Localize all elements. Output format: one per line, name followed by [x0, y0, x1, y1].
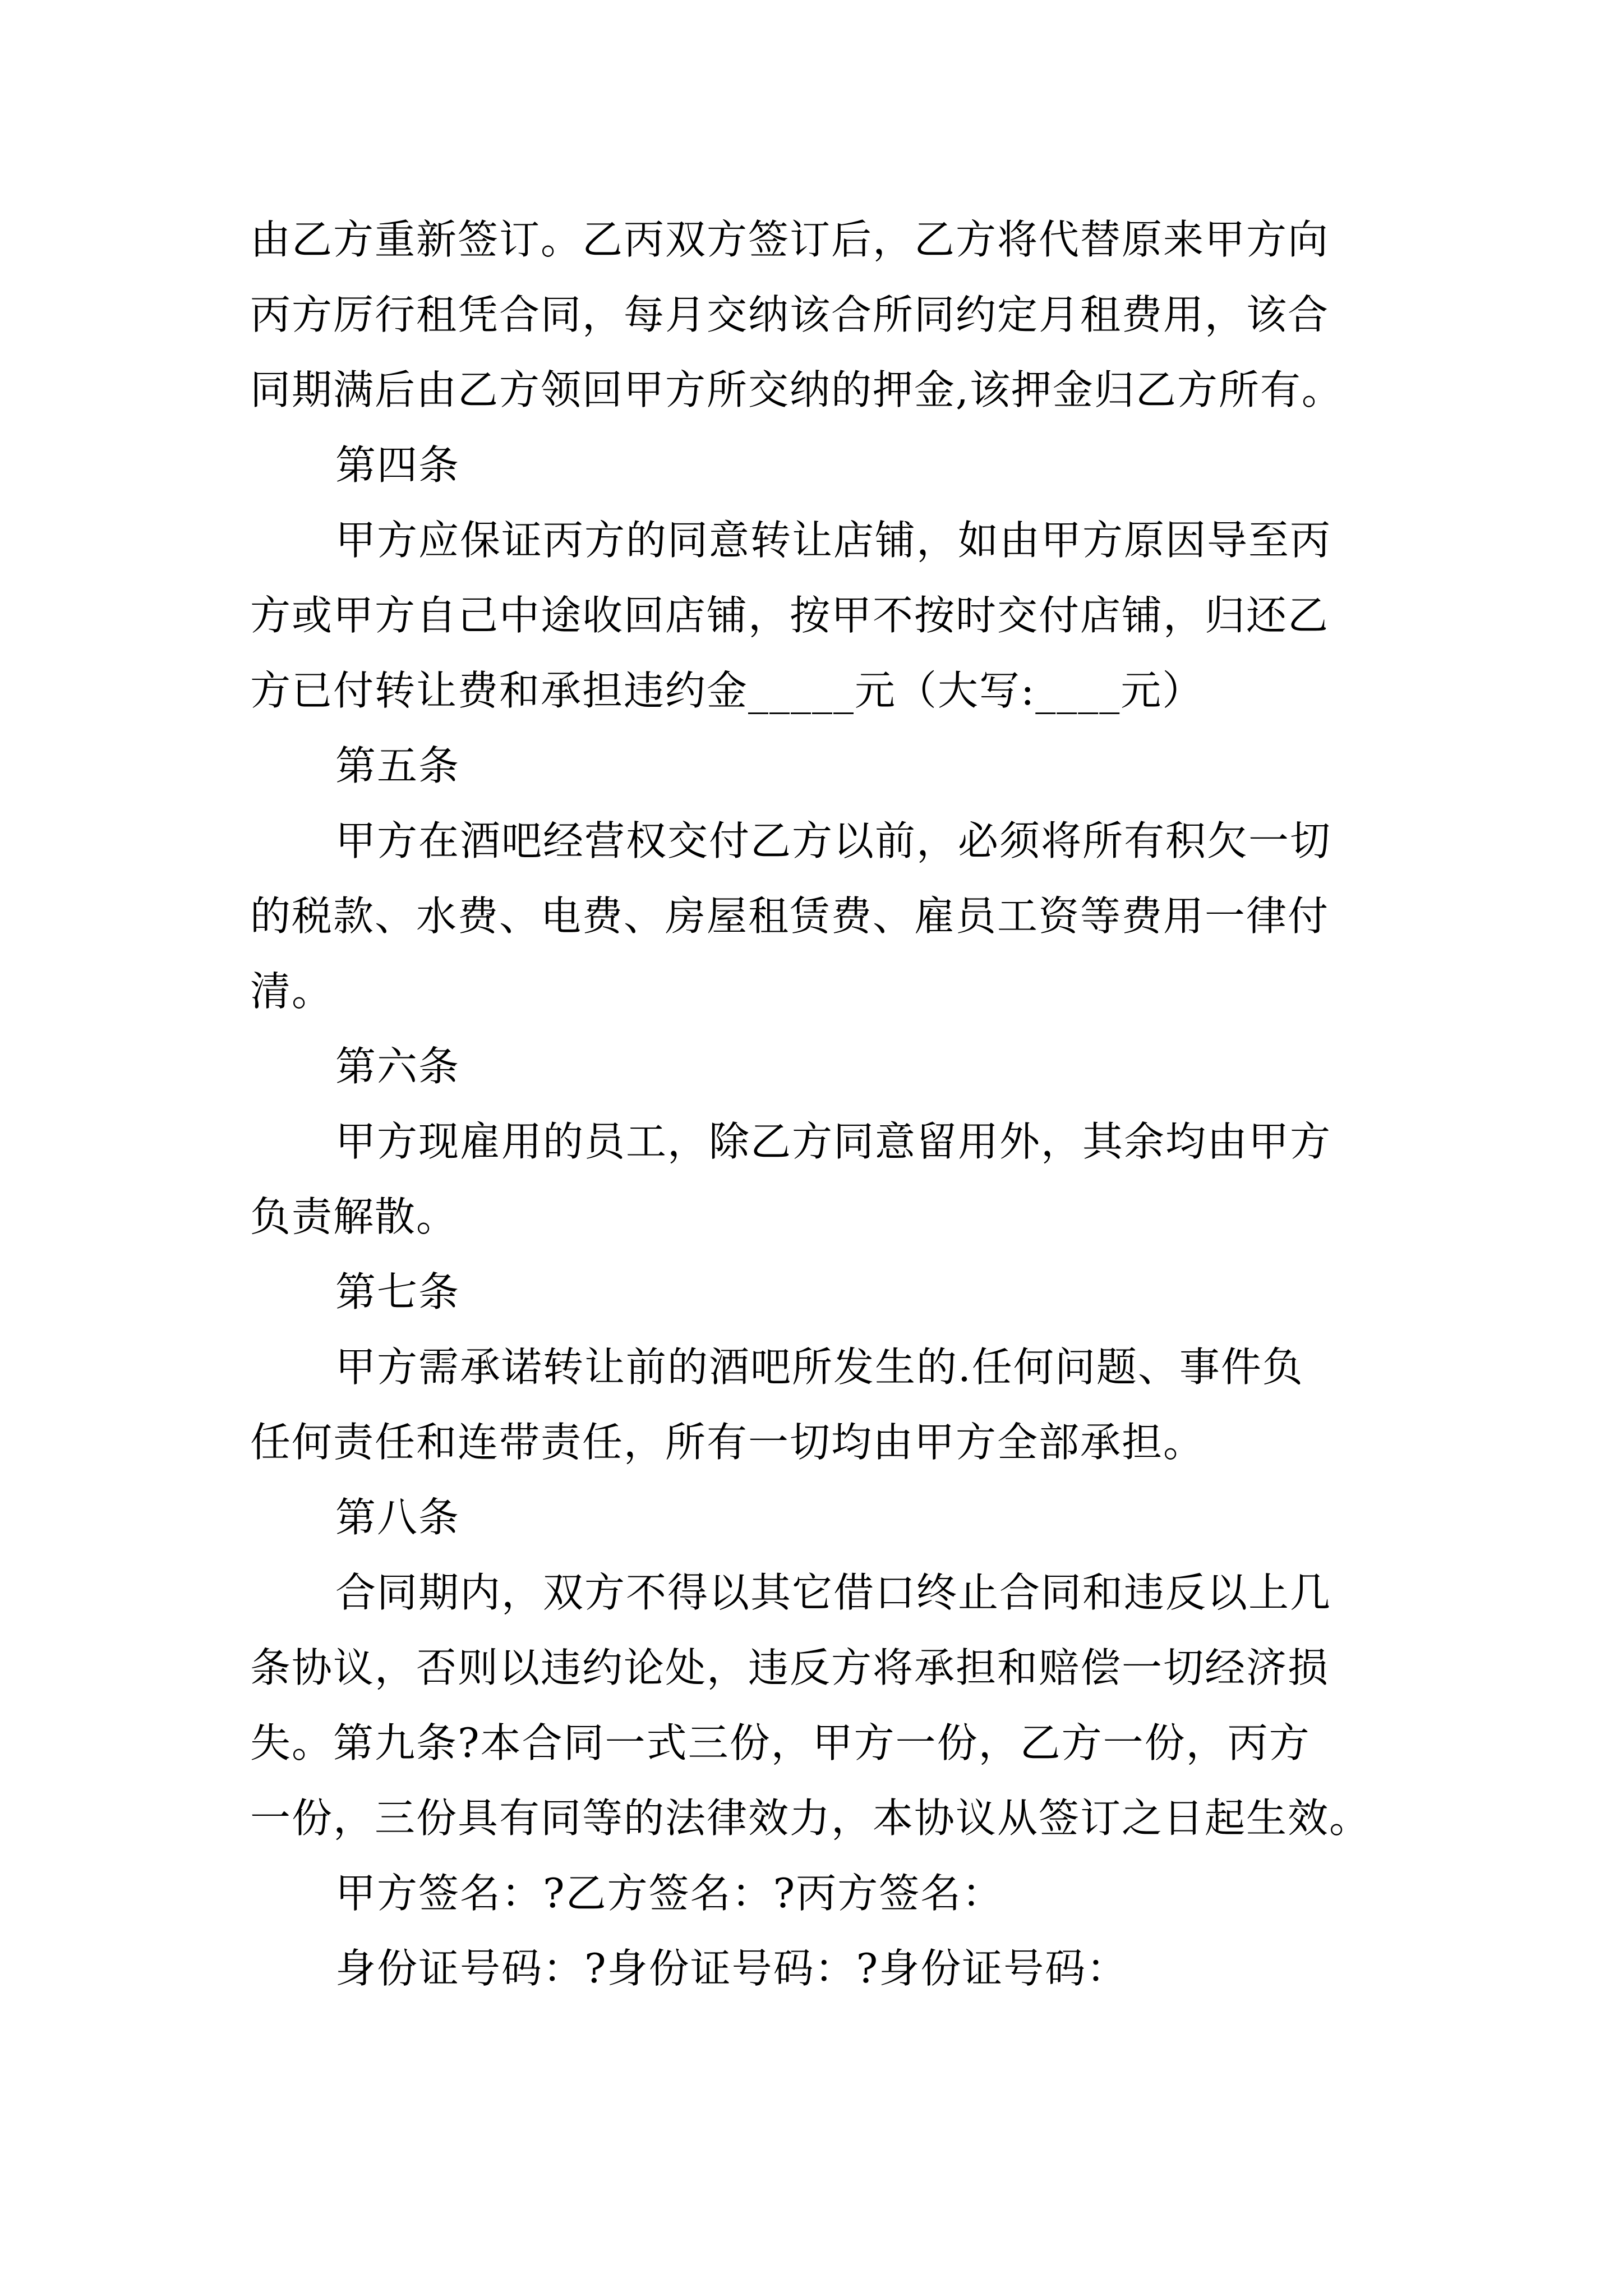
document-body [250, 202, 1450, 2006]
paragraph-line: 任何责任和连带责任，所有一切均由甲方全部承担。 [250, 1419, 1205, 1466]
signature-line: 甲方签名：?乙方签名：?丙方签名： [335, 1870, 1004, 1917]
article-heading-6: 第六条 [335, 1043, 460, 1090]
paragraph-line: 由乙方重新签订。乙丙双方签订后，乙方将代替原来甲方向 [250, 216, 1330, 263]
penalty-amount-line: 方已付转让费和承担违约金_____元（大写:____元） [250, 667, 1204, 714]
paragraph-line: 的税款、水费、电费、房屋租赁费、雇员工资等费用一律付 [250, 892, 1330, 940]
paragraph-line: 甲方在酒吧经营权交付乙方以前，必须将所有积欠一切 [335, 817, 1332, 864]
paragraph-line: 甲方应保证丙方的同意转让店铺，如由甲方原因导至丙 [335, 517, 1332, 564]
paragraph-line: 失。第九条?本合同一式三份，甲方一份，乙方一份，丙方 [250, 1719, 1311, 1766]
article-heading-8: 第八条 [335, 1494, 460, 1541]
paragraph-line: 负责解散。 [250, 1193, 458, 1240]
paragraph-line: 甲方需承诺转让前的酒吧所发生的.任何问题、事件负 [335, 1343, 1304, 1391]
paragraph-line: 甲方现雇用的员工，除乙方同意留用外，其余均由甲方 [335, 1118, 1332, 1165]
paragraph-line: 合同期内，双方不得以其它借口终止合同和违反以上几 [335, 1569, 1332, 1616]
paragraph-line: 方或甲方自己中途收回店铺，按甲不按时交付店铺，归还乙 [250, 592, 1330, 639]
article-heading-4: 第四条 [335, 441, 460, 489]
paragraph-line: 一份，三份具有同等的法律效力，本协议从签订之日起生效。 [250, 1795, 1371, 1842]
article-heading-5: 第五条 [335, 742, 460, 789]
paragraph-line: 同期满后由乙方领回甲方所交纳的押金,该押金归乙方所有。 [250, 366, 1343, 413]
paragraph-line: 条协议，否则以违约论处，违反方将承担和赔偿一切经济损 [250, 1644, 1330, 1691]
paragraph-line: 丙方厉行租凭合同，每月交纳该合所同约定月租费用，该合 [250, 291, 1330, 338]
paragraph-line: 清。 [250, 968, 334, 1015]
article-heading-7: 第七条 [335, 1268, 460, 1315]
id-number-line: 身份证号码：?身份证号码：?身份证号码： [335, 1945, 1128, 1992]
